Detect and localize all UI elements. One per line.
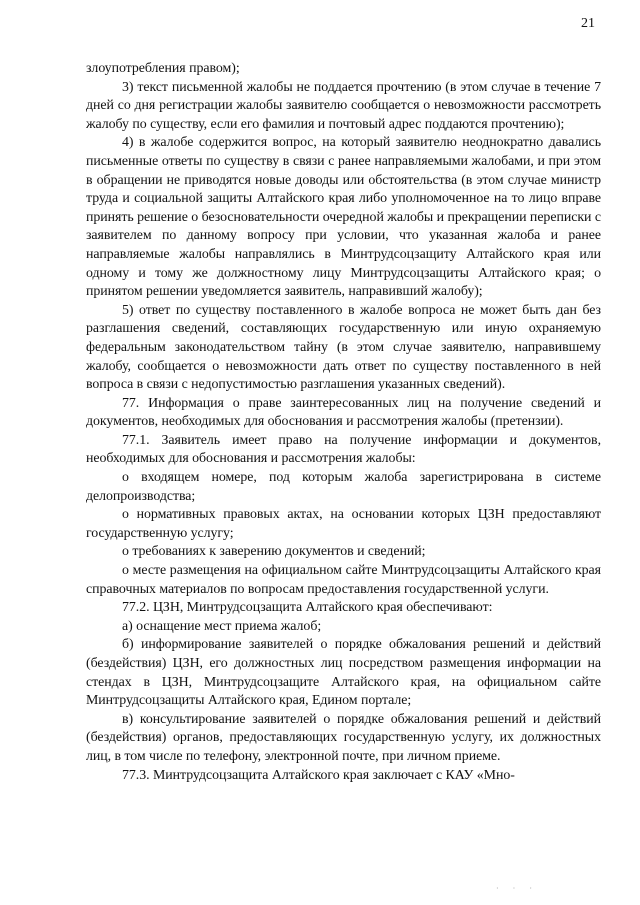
paragraph-77-1: 77.1. Заявитель имеет право на получение информации и документов, необходимых для обоснования и рассмотрения жалобы: — [86, 432, 601, 467]
page-number: 21 — [581, 16, 595, 31]
document-body — [86, 60, 601, 785]
paragraph-77-2: 77.2. ЦЗН, Минтрудсоцзащита Алтайского края обеспечивают: — [122, 600, 493, 616]
paragraph-incoming-number: о входящем номере, под которым жалоба зарегистрирована в системе делопроизводства; — [86, 470, 601, 504]
paragraph-continuation: злоупотребления правом); — [86, 61, 240, 76]
paragraph-77-3: 77.3. Минтрудсоцзащита Алтайского края заключает с КАУ «Мно- — [122, 767, 515, 783]
paragraph-legal-acts: о нормативных правовых актах, на основании которых ЦЗН предоставляют государственную услугу; — [86, 507, 601, 541]
paragraph-item-4: 4) в жалобе содержится вопрос, на который заявителю неоднократно давались письменные ответы по существу в связи с ранее направляемыми жалобами, и при этом в обращении не приводятся новые доводы или обстоятельства (в этом случае министр труда и социальной защиты Алтайского края либо уполномоченное на то лицо вправе принять решение о безосновательности очередной жалобы и прекращении переписки с заявителем по данному вопросу при условии, что указанная жалоба и ранее направляемые жалобы направлялись в Минтрудсоцзащиту Алтайского края или одному и тому же должностному лицу Минтрудсоцзащиты Алтайского края; о принятом решении уведомляется заявитель, направивший жалобу); — [86, 135, 601, 300]
paragraph-item-3: 3) текст письменной жалобы не поддается прочтению (в этом случае в течение 7 дней со дня регистрации жалобы заявителю сообщается о невозможности рассмотреть жалобу по существу, если его фамилия и почтовый адрес поддаются прочтению); — [86, 79, 601, 132]
scan-artifact: · · · — [496, 884, 538, 893]
paragraph-77: 77. Информация о праве заинтересованных лиц на получение сведений и документов, необходимых для обоснования и рассмотрения жалобы (претензии). — [86, 395, 601, 430]
paragraph-item-5: 5) ответ по существу поставленного в жалобе вопроса не может быть дан без разглашения сведений, составляющих государственную или иную охраняемую федеральным законодательством тайну (в этом случае заявителю, направившему жалобу, сообщается о невозможности дать ответ по существу поставленного в ней вопроса в связи с недопустимостью разглашения указанных сведений). — [86, 302, 601, 393]
paragraph-website-materials: о месте размещения на официальном сайте Минтрудсоцзащиты Алтайского края справочных материалов по вопросам предоставления государственной услуги. — [86, 563, 601, 597]
paragraph-item-b: б) информирование заявителей о порядке обжалования решений и действий (бездействия) ЦЗН, его должностных лиц посредством размещения информации на стендах в ЦЗН, Минтрудсоцзащите Алтайского края, на официальном сайте Минтрудсоцзащиты Алтайского края, Едином портале; — [86, 637, 601, 709]
paragraph-requirements: о требованиях к заверению документов и сведений; — [122, 544, 426, 560]
paragraph-item-v: в) консультирование заявителей о порядке обжалования решений и действий (бездействия) органов, предоставляющих государственную услугу, их должностных лиц, в том числе по телефону, электронной почте, при личном приеме. — [86, 711, 601, 764]
paragraph-item-a: а) оснащение мест приема жалоб; — [122, 618, 322, 634]
